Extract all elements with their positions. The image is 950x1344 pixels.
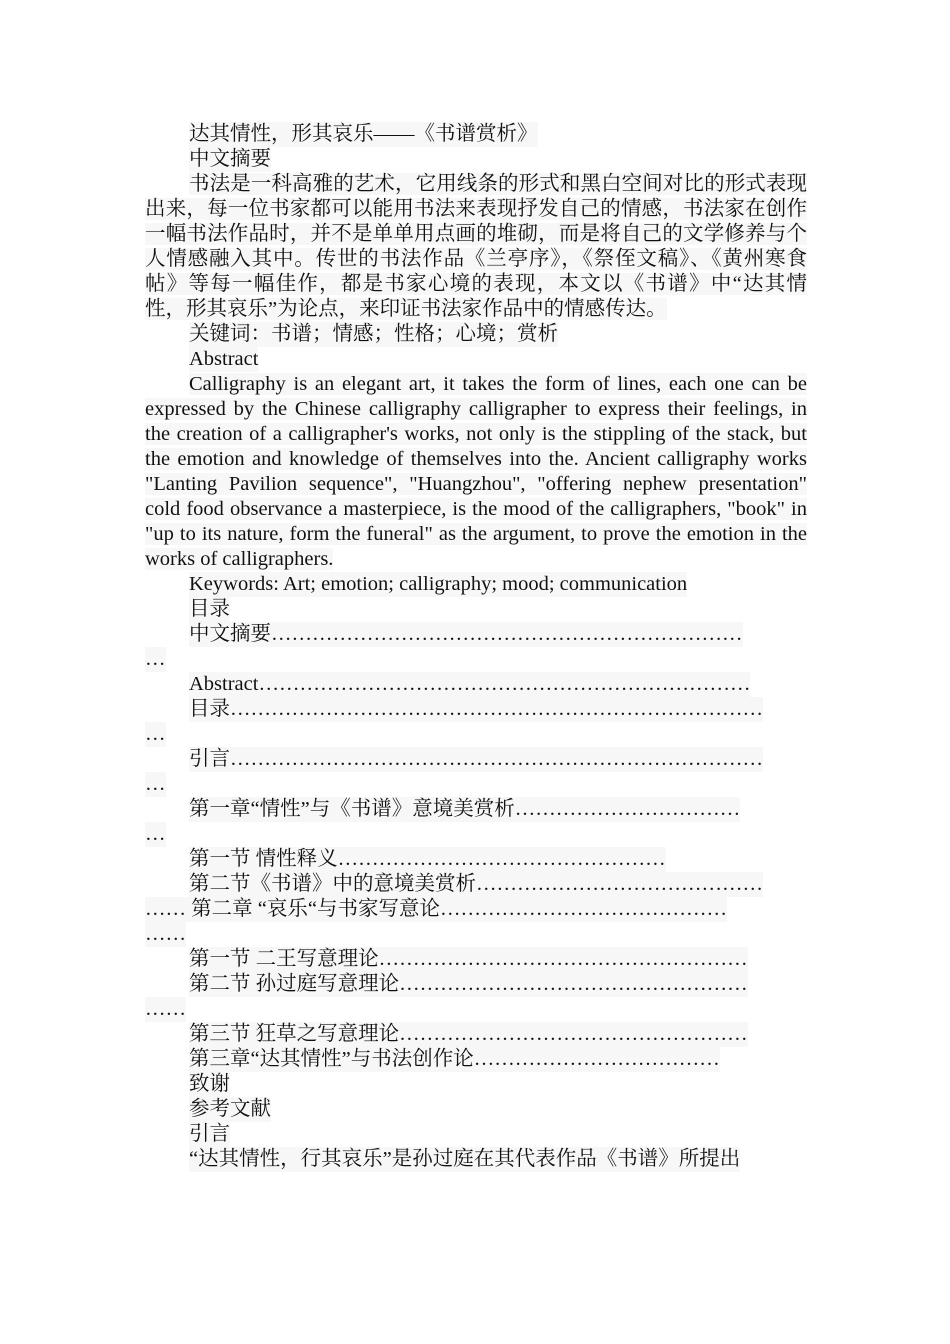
table-of-contents	[145, 622, 807, 1122]
intro-heading: 引言	[189, 1123, 230, 1145]
en-keywords: Keywords: Art; emotion; calligraphy; mood; communication	[189, 573, 688, 595]
zh-keywords: 关键词：书谱；情感；性格；心境；赏析	[189, 323, 558, 345]
document-body	[145, 122, 807, 1172]
toc-line: …	[145, 823, 166, 845]
intro-first-line: “达其情性，行其哀乐”是孙过庭在其代表作品《书谱》所提出	[189, 1148, 741, 1170]
toc-line: ……	[145, 998, 186, 1020]
toc-line[interactable]: 第二节 孙过庭写意理论……………………………………………	[189, 973, 748, 995]
toc-line[interactable]: 中文摘要……………………………………………………………	[189, 623, 743, 645]
toc-line[interactable]: 第一章“情性”与《书谱》意境美赏析……………………………	[189, 798, 741, 820]
toc-line: …	[145, 773, 166, 795]
toc-line[interactable]: 目录……………………………………………………………………	[189, 698, 763, 720]
toc-line: …	[145, 723, 166, 745]
toc-line[interactable]: 第三节 狂草之写意理论……………………………………………	[189, 1023, 748, 1045]
toc-line: …	[145, 648, 166, 670]
toc-line: ……	[145, 923, 186, 945]
zh-abstract-heading: 中文摘要	[189, 148, 271, 170]
toc-line[interactable]: 第一节 情性释义…………………………………………	[189, 848, 666, 870]
toc-line[interactable]: 参考文献	[189, 1098, 271, 1120]
toc-line[interactable]: 第一节 二王写意理论………………………………………………	[189, 948, 748, 970]
document-title: 达其情性，形其哀乐——《书谱赏析》	[189, 123, 538, 145]
en-abstract-body: Calligraphy is an elegant art, it takes the form of lines, each one can be expressed by the Chinese calligraphy calligrapher to express their feelings, in the creation of a calligrapher's works, not only is the stippling of the stack, but the emotion and knowledge of themselves into the. Ancient calligraphy works "Lanting Pavilion sequence", "Huangzhou", "offering nephew presentation" cold food observance a masterpiece, is the mood of the calligraphers, "book" in "up to its nature, form the funeral" as the argument, to prove the emotion in the works of calligraphers.	[145, 373, 807, 570]
toc-line[interactable]: 致谢	[189, 1073, 230, 1095]
toc-line[interactable]: Abstract………………………………………………………………	[189, 673, 751, 695]
zh-abstract-body: 书法是一科高雅的艺术，它用线条的形式和黑白空间对比的形式表现出来，每一位书家都可以能用书法来表现抒发自己的情感，书法家在创作一幅书法作品时，并不是单单用点画的堆砌，而是将自己的文学修养与个人情感融入其中。传世的书法作品《兰亭序》，《祭侄文稿》、《黄州寒食帖》等每一幅佳作，都是书家心境的表现，本文以《书谱》中“达其情性，形其哀乐”为论点，来印证书法家作品中的情感传达。	[145, 173, 807, 320]
toc-line[interactable]: …… 第二章 “哀乐“与书家写意论……………………………………	[145, 898, 727, 920]
toc-line[interactable]: 第二节《书谱》中的意境美赏析……………………………………	[189, 873, 763, 895]
en-abstract-heading: Abstract	[189, 348, 259, 370]
toc-line[interactable]: 第三章“达其情性”与书法创作论………………………………	[189, 1048, 720, 1070]
toc-heading: 目录	[189, 598, 230, 620]
toc-line[interactable]: 引言……………………………………………………………………	[189, 748, 763, 770]
